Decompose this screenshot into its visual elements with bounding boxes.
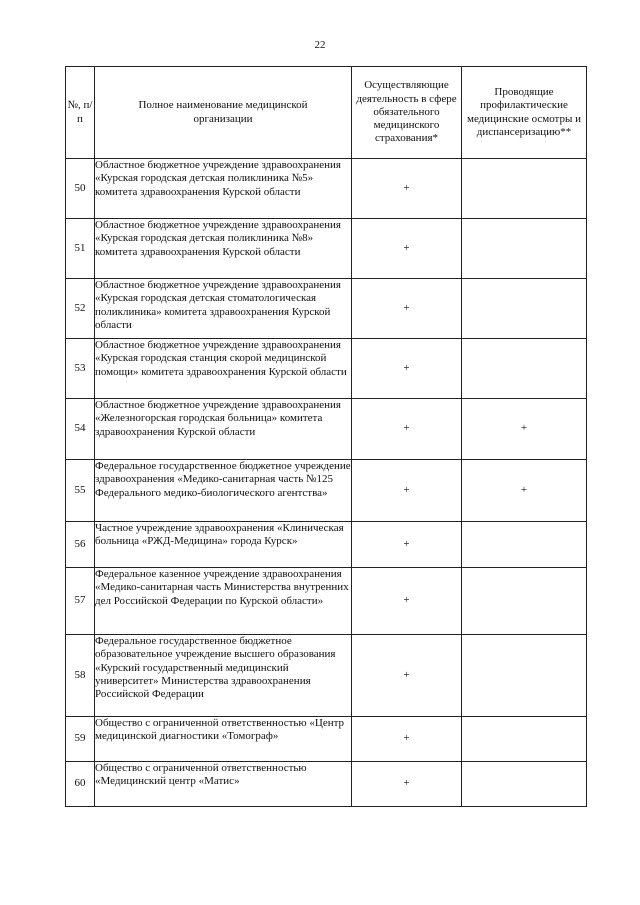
organization-name: Областное бюджетное учреждение здравоохранения «Курская городская станция скорой медицинской помощи» комитета здравоохранения Курской области xyxy=(95,339,352,399)
organization-name: Общество с ограниченной ответственностью «Центр медицинской диагностики «Томограф» xyxy=(95,717,352,762)
oms-mark: + xyxy=(352,762,462,807)
row-number: 60 xyxy=(66,762,95,807)
row-number: 50 xyxy=(66,159,95,219)
organization-name: Областное бюджетное учреждение здравоохранения «Курская городская детская стоматологическая поликлиника» комитета здравоохранения Курской области xyxy=(95,279,352,339)
table-row xyxy=(66,399,587,460)
row-number: 51 xyxy=(66,219,95,279)
table-row xyxy=(66,460,587,522)
oms-mark: + xyxy=(352,568,462,635)
oms-mark: + xyxy=(352,399,462,460)
table-row xyxy=(66,279,587,339)
preventive-mark: + xyxy=(462,399,587,460)
page-number: 22 xyxy=(314,39,326,51)
oms-mark: + xyxy=(352,717,462,762)
row-number: 57 xyxy=(66,568,95,635)
table-row xyxy=(66,568,587,635)
preventive-mark xyxy=(462,339,587,399)
organization-name: Общество с ограниченной ответственностью «Медицинский центр «Матис» xyxy=(95,762,352,807)
header-number: №, п/п xyxy=(66,67,95,159)
row-number: 59 xyxy=(66,717,95,762)
preventive-mark xyxy=(462,159,587,219)
table-row xyxy=(66,762,587,807)
header-oms: Осуществляющие деятельность в сфере обязательного медицинского страхования* xyxy=(352,67,462,159)
preventive-mark xyxy=(462,219,587,279)
oms-mark: + xyxy=(352,339,462,399)
organization-name: Федеральное государственное бюджетное образовательное учреждение высшего образования «Курский государственный медицинский университет» Министерства здравоохранения Российской Федерации xyxy=(95,635,352,717)
row-number: 56 xyxy=(66,522,95,568)
oms-mark: + xyxy=(352,219,462,279)
header-preventive-exams: Проводящие профилактические медицинские осмотры и диспансеризацию** xyxy=(462,67,587,159)
table-row xyxy=(66,159,587,219)
row-number: 53 xyxy=(66,339,95,399)
organization-name: Федеральное казенное учреждение здравоохранения «Медико-санитарная часть Министерства внутренних дел Российской Федерации по Курской области» xyxy=(95,568,352,635)
preventive-mark xyxy=(462,635,587,717)
oms-mark: + xyxy=(352,279,462,339)
oms-mark: + xyxy=(352,460,462,522)
header-organization-name: Полное наименование медицинской организации xyxy=(95,67,352,159)
preventive-mark xyxy=(462,568,587,635)
table-row xyxy=(66,635,587,717)
table-row xyxy=(66,522,587,568)
preventive-mark xyxy=(462,717,587,762)
row-number: 58 xyxy=(66,635,95,717)
organization-name: Областное бюджетное учреждение здравоохранения «Курская городская детская поликлиника №5» комитета здравоохранения Курской области xyxy=(95,159,352,219)
oms-mark: + xyxy=(352,159,462,219)
row-number: 55 xyxy=(66,460,95,522)
preventive-mark: + xyxy=(462,460,587,522)
table-row xyxy=(66,717,587,762)
medical-organizations-table xyxy=(65,66,587,807)
organization-name: Областное бюджетное учреждение здравоохранения «Курская городская детская поликлиника №8» комитета здравоохранения Курской области xyxy=(95,219,352,279)
preventive-mark xyxy=(462,762,587,807)
table-header-row xyxy=(66,67,587,159)
organization-name: Частное учреждение здравоохранения «Клиническая больница «РЖД-Медицина» города Курск» xyxy=(95,522,352,568)
oms-mark: + xyxy=(352,522,462,568)
row-number: 54 xyxy=(66,399,95,460)
row-number: 52 xyxy=(66,279,95,339)
organization-name: Областное бюджетное учреждение здравоохранения «Железногорская городская больница» комитета здравоохранения Курской области xyxy=(95,399,352,460)
oms-mark: + xyxy=(352,635,462,717)
preventive-mark xyxy=(462,279,587,339)
organization-name: Федеральное государственное бюджетное учреждение здравоохранения «Медико-санитарная часть №125 Федерального медико-биологического агентства» xyxy=(95,460,352,522)
table-row xyxy=(66,339,587,399)
table-row xyxy=(66,219,587,279)
preventive-mark xyxy=(462,522,587,568)
